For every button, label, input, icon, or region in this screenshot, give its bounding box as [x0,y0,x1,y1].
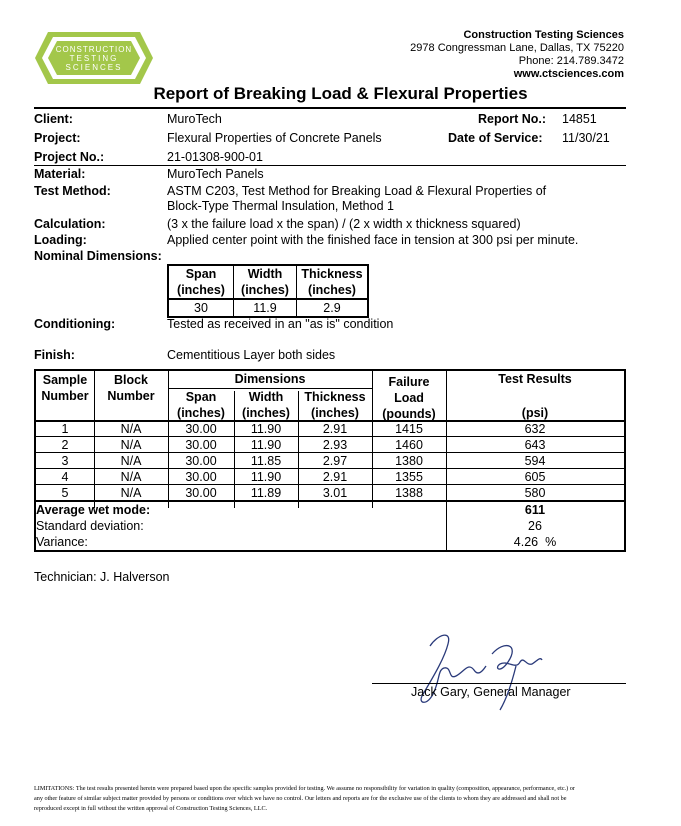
row-3-width: 11.85 [250,454,282,468]
results-table [34,369,626,552]
project-value: Flexural Properties of Concrete Panels [167,131,382,145]
conditioning-label: Conditioning: [34,317,116,331]
std-value: 26 [528,519,542,533]
row-3-thickness: 2.97 [322,454,348,468]
method-label: Test Method: [34,184,111,198]
technician: Technician: J. Halverson [34,570,170,584]
report-no-value: 14851 [562,112,597,126]
header-width: Width (inches) [242,390,290,420]
nom-span: 30 [168,299,234,317]
calc-label: Calculation: [34,217,106,231]
row-5-failure-load: 1388 [395,486,423,500]
row-5-span: 30.00 [185,486,217,500]
variance-value: 4.26 % [513,535,557,549]
logo-text-1: CONSTRUCTION [55,45,133,54]
calc-value: (3 x the failure load x the span) / (2 x width x thickness squared) [167,217,521,231]
project-label: Project: [34,131,81,145]
company-website[interactable]: www.ctsciences.com [513,68,624,80]
signature [408,626,558,716]
row-3-span: 30.00 [185,454,217,468]
nom-thickness: 2.9 [297,299,369,317]
company-phone: Phone: 214.789.3472 [518,55,624,67]
finish-value: Cementitious Layer both sides [167,348,336,362]
header-test-results: Test Results [498,372,572,386]
project-no-label: Project No.: [34,150,105,164]
row-3-test-result: 594 [524,454,546,468]
row-1-thickness: 2.91 [322,422,348,436]
row-4-sample-number: 4 [61,470,69,484]
nom-header-span: Span (inches) [168,265,234,299]
row-2-failure-load: 1460 [395,438,423,452]
date-value: 11/30/21 [562,131,610,145]
company-logo [34,31,154,85]
nom-header-width: Width (inches) [234,265,297,299]
row-1-block-number: N/A [120,422,142,436]
row-5-block-number: N/A [120,486,142,500]
date-label: Date of Service: [448,131,543,145]
company-address: 2978 Congressman Lane, Dallas, TX 75220 [410,42,624,54]
nom-header-thickness: Thickness (inches) [297,265,369,299]
header-psi: (psi) [521,406,549,420]
conditioning-value: Tested as received in an "as is" condition [167,317,394,331]
client-value: MuroTech [167,112,222,126]
logo-text-3: SCIENCES [65,63,123,72]
row-2-sample-number: 2 [61,438,69,452]
company-name: Construction Testing Sciences [463,29,624,41]
header-dimensions: Dimensions [234,372,306,386]
project-no-value: 21-01308-900-01 [167,150,263,164]
client-label: Client: [34,112,73,126]
row-1-sample-number: 1 [61,422,69,436]
title-rule [34,107,626,109]
header-block: Block Number [107,373,155,403]
row-3-block-number: N/A [120,454,142,468]
row-4-width: 11.90 [250,470,282,484]
limitations-text: LIMITATIONS: The test results presented herein were prepared based upon the specific samples provided for testing. We assume no responsibility for variation in quality (composition, appearance, performance, etc.) or any other feature of similar subject matter provided by persons or conditions over which we have no control. Our letters and reports are for the exclusive use of the clients to whom they are addressed and shall not be reproduced except in full without the written approval of Construction Testing Sciences, LLC. [34,785,575,812]
row-1-width: 11.90 [250,422,282,436]
logo-text-2: TESTING [69,54,119,63]
row-3-failure-load: 1380 [395,454,423,468]
report-title: Report of Breaking Load & Flexural Properties [153,84,528,103]
signature-rule [372,683,626,684]
material-value: MuroTech Panels [167,167,264,181]
row-2-thickness: 2.93 [322,438,348,452]
variance-label: Variance: [36,535,88,549]
row-4-span: 30.00 [185,470,217,484]
company-info [410,29,624,81]
row-5-width: 11.89 [250,486,282,500]
nominal-label: Nominal Dimensions: [34,249,162,263]
row-5-sample-number: 5 [61,486,69,500]
material-label: Material: [34,167,86,181]
method-line-2: Block-Type Thermal Insulation, Method 1 [167,199,394,213]
row-4-thickness: 2.91 [322,470,348,484]
method-line-1: ASTM C203, Test Method for Breaking Load & Flexural Properties of [167,184,547,198]
row-1-span: 30.00 [185,422,217,436]
report-no-label: Report No.: [478,112,547,126]
header-thickness: Thickness (inches) [304,390,366,420]
row-3-sample-number: 3 [61,454,69,468]
header-rule [34,165,626,166]
row-4-test-result: 605 [524,470,546,484]
finish-label: Finish: [34,348,75,362]
header-span: Span (inches) [177,390,225,420]
row-1-failure-load: 1415 [395,422,423,436]
header-failure-load: Failure Load (pounds) [382,375,436,421]
row-4-failure-load: 1355 [395,470,423,484]
row-2-span: 30.00 [185,438,217,452]
nom-width: 11.9 [234,299,297,317]
nominal-dimensions-table [167,264,369,318]
std-label: Standard deviation: [36,519,144,533]
loading-label: Loading: [34,233,87,247]
row-1-test-result: 632 [524,422,546,436]
row-2-test-result: 643 [524,438,546,452]
row-4-block-number: N/A [120,470,142,484]
row-2-block-number: N/A [120,438,142,452]
signature-name: Jack Gary, General Manager [411,685,571,699]
average-value: 611 [524,503,546,517]
loading-value: Applied center point with the finished face in tension at 300 psi per minute. [167,233,579,247]
row-5-thickness: 3.01 [322,486,348,500]
row-5-test-result: 580 [524,486,546,500]
header-sample: Sample Number [41,373,89,403]
average-label: Average wet mode: [36,503,151,517]
row-2-width: 11.90 [250,438,282,452]
